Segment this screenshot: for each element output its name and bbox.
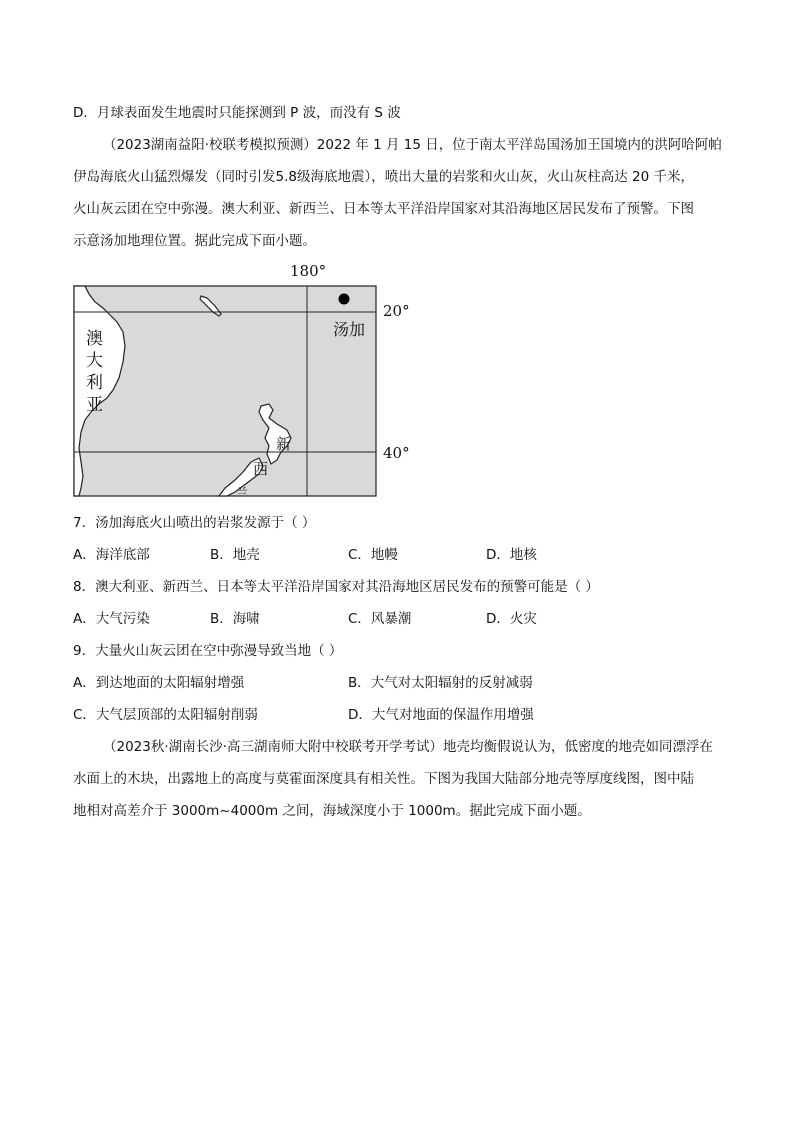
passage1-line-3: 火山灰云团在空中弥漫。澳大利亚、新西兰、日本等太平洋沿岸国家对其沿海地区居民发布了预警。下图: [73, 201, 694, 217]
q7-option-b: B．地壳: [210, 547, 260, 563]
australia-label-2: 大: [86, 351, 103, 371]
australia-label-3: 利: [86, 373, 103, 393]
tonga-location-map: [73, 262, 413, 500]
q7-option-d: D．地核: [486, 547, 537, 563]
q7-option-c: C．地幔: [348, 547, 398, 563]
q8-option-a: A．大气污染: [73, 611, 150, 627]
prev-option-d: D．月球表面发生地震时只能探测到 P 波，而没有 S 波: [73, 105, 401, 121]
australia-label-4: 亚: [86, 395, 103, 415]
tonga-marker: [339, 294, 350, 305]
q8-option-b: B．海啸: [210, 611, 260, 627]
map-sea: [74, 286, 376, 496]
q7-option-a: A．海洋底部: [73, 547, 150, 563]
q8-option-c: C．风暴潮: [348, 611, 412, 627]
tonga-label: 汤加: [333, 320, 366, 339]
passage2-line-3: 地相对高差介于 3000m~4000m 之间，海域深度小于 1000m。据此完成下面小题。: [73, 803, 591, 819]
australia-label-1: 澳: [86, 329, 103, 349]
latitude-40-label: 40°: [383, 444, 410, 462]
question-7-stem: 7．汤加海底火山喷出的岩浆发源于（ ）: [73, 515, 316, 531]
passage2-line-2: 水面上的木块，出露地上的高度与莫霍面深度具有相关性。下图为我国大陆部分地壳等厚度线图，图中陆: [73, 771, 694, 787]
passage2-line-1: （2023秋·湖南长沙·高三湖南师大附中校联考开学考试）地壳均衡假说认为，低密度的地壳如同漂浮在: [103, 739, 713, 755]
q9-option-a: A．到达地面的太阳辐射增强: [73, 675, 245, 691]
nz-label-2: 西: [253, 460, 269, 478]
q9-option-d: D．大气对地面的保温作用增强: [348, 707, 534, 723]
q9-option-c: C．大气层顶部的太阳辐射削弱: [73, 707, 258, 723]
latitude-20-label: 20°: [383, 302, 410, 320]
question-9-stem: 9．大量火山灰云团在空中弥漫导致当地（ ）: [73, 643, 343, 659]
q8-option-d: D．火灾: [486, 611, 537, 627]
q9-option-b: B．大气对太阳辐射的反射减弱: [348, 675, 533, 691]
longitude-label: 180°: [290, 262, 327, 280]
question-8-stem: 8．澳大利亚、新西兰、日本等太平洋沿岸国家对其沿海地区居民发布的预警可能是（ ）: [73, 579, 599, 595]
passage1-line-4: 示意汤加地理位置。据此完成下面小题。: [73, 233, 316, 249]
passage1-line-2: 伊岛海底火山猛烈爆发（同时引发5.8级海底地震），喷出大量的岩浆和火山灰，火山灰柱高达 20 千米，: [73, 169, 694, 185]
passage1-line-1: （2023湖南益阳·校联考模拟预测）2022 年 1 月 15 日，位于南太平洋岛国汤加王国境内的洪阿哈阿帕: [103, 137, 722, 153]
nz-label-3: 兰: [236, 486, 249, 496]
nz-label-1: 新: [276, 435, 292, 453]
